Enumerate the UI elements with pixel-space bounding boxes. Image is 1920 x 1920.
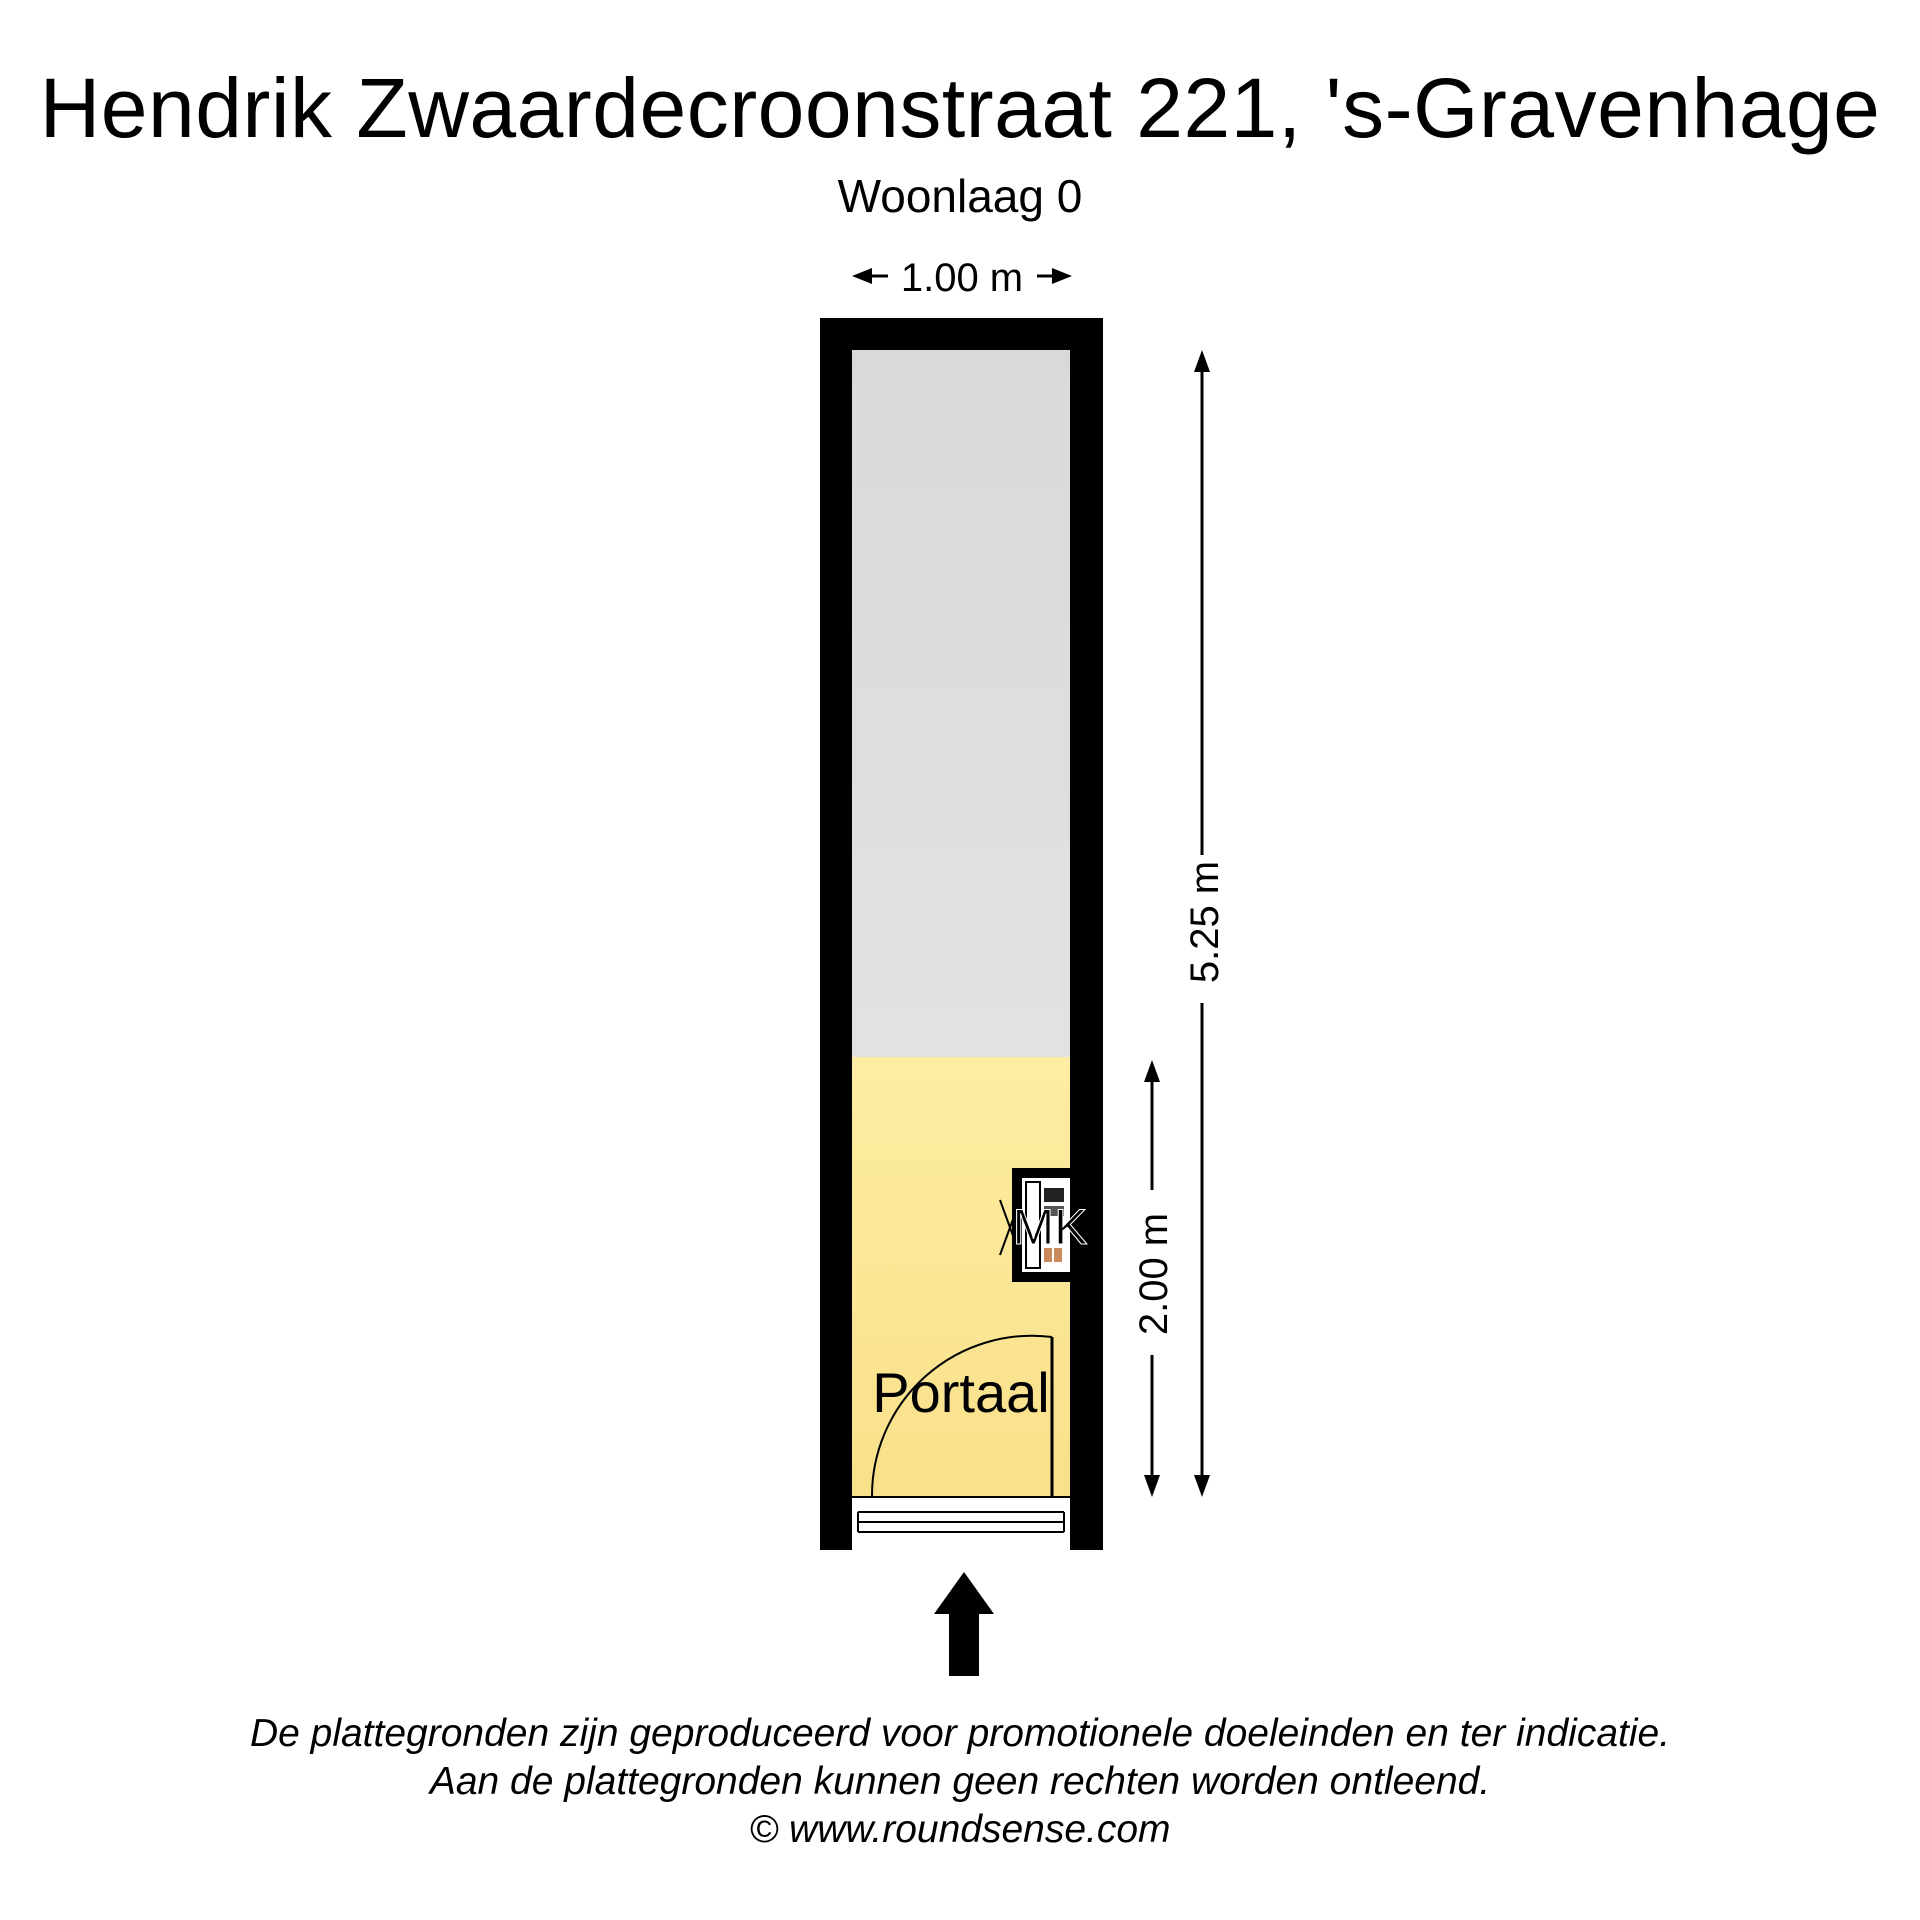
unnamed-area — [852, 350, 1070, 1057]
disclaimer-line-2: Aan de plattegronden kunnen geen rechten worden ontleend. — [429, 1760, 1491, 1803]
width-label: 1.00 m — [900, 256, 1024, 300]
total-length-label: 5.25 m — [1183, 860, 1227, 984]
portaal-length-label: 2.00 m — [1132, 1212, 1176, 1336]
mk-label: MK — [1012, 1199, 1088, 1255]
portaal-label: Portaal — [872, 1361, 1050, 1424]
entrance-arrow — [934, 1572, 994, 1676]
copyright-line: © www.roundsense.com — [749, 1808, 1171, 1851]
disclaimer-line-1: De plattegronden zijn geproduceerd voor promotionele doeleinden en ter indicatie. — [249, 1712, 1671, 1755]
floor-label: Woonlaag 0 — [837, 170, 1083, 222]
disclaimer — [0, 1710, 1920, 1854]
page-title: Hendrik Zwaardecroonstraat 221, 's-Gravenhage — [39, 61, 1881, 155]
door-opening — [852, 1497, 1070, 1550]
